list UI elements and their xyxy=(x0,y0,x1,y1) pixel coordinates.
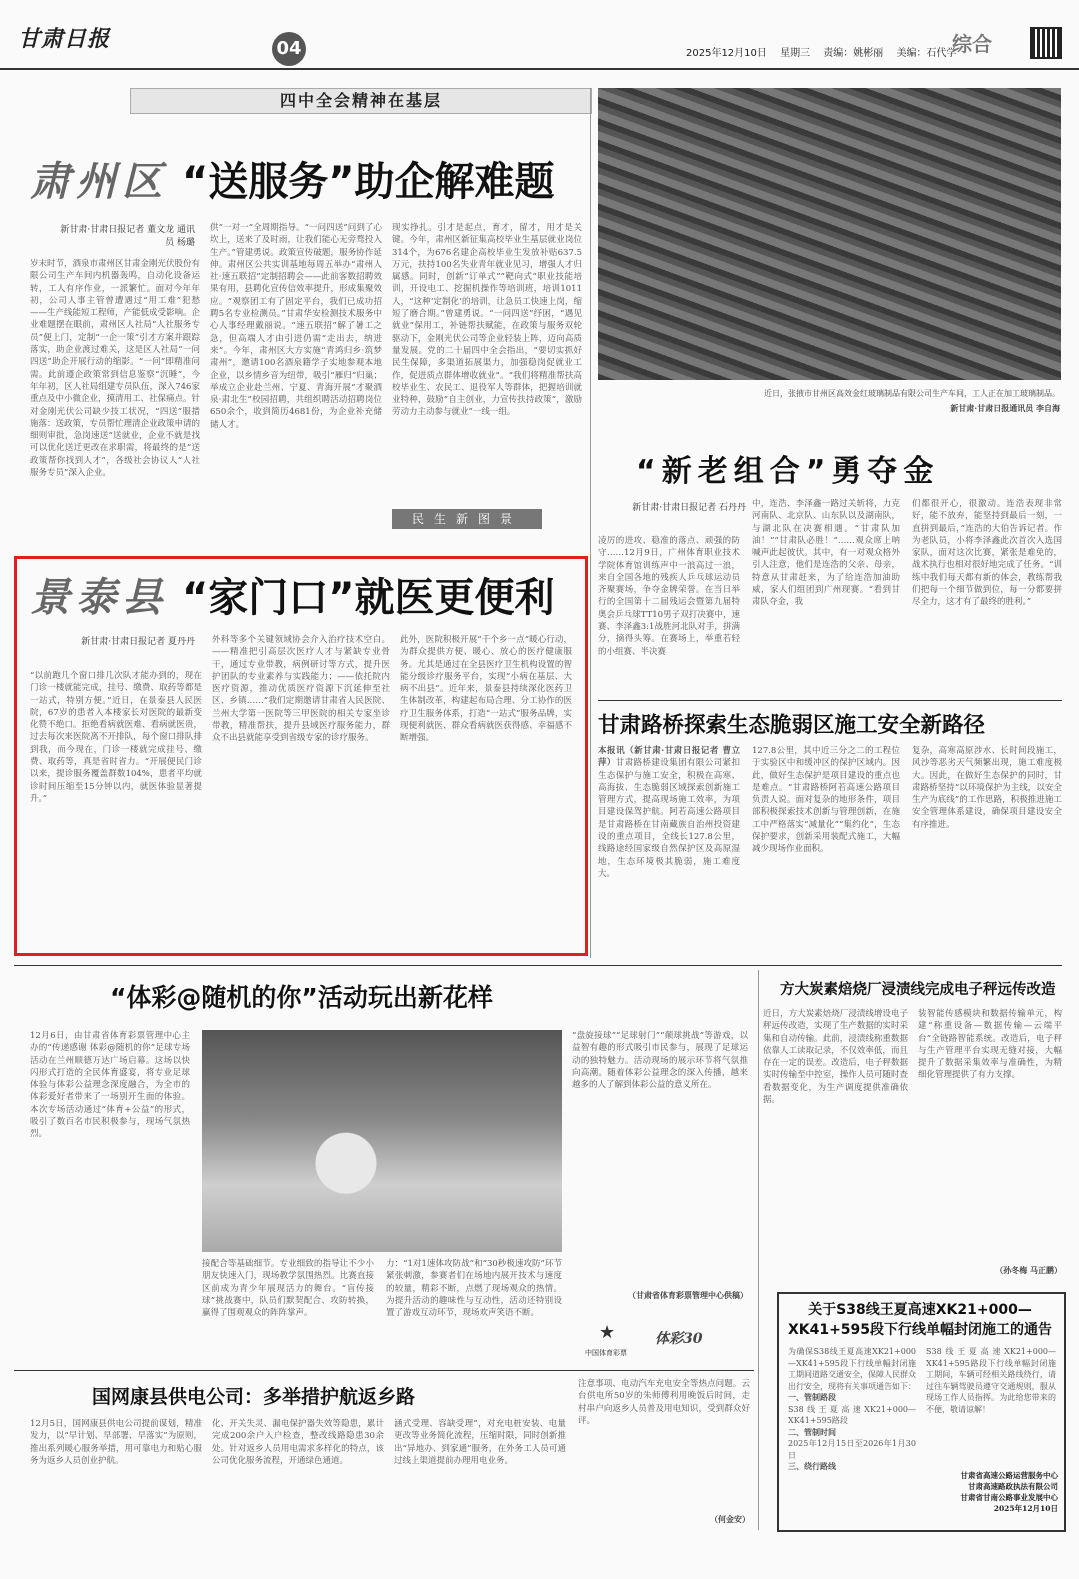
article2-column-3: 们都很开心，很激动。连浩表现非常好，能不放弃，能坚持到最后一刻，一直拼到最后，”连浩的大伯告诉记者。作为老队员，小将李泽鑫此次首次入选国家队，面对这次比赛，紧张是难免的，战术执行也相对很好地完成了任务。“训练中我们每天都有新的体会，教练帮我们把每一个细节做到位，每一分都要拼尽全力，这才有了最终的胜利。” xyxy=(912,499,1062,608)
article1-byline: 新甘肃·甘肃日报记者 董文龙 通讯员 杨璐 xyxy=(60,225,195,248)
article4-column-1 xyxy=(598,745,740,945)
article6-column-1: 近日，方大炭素焙烧厂浸渍线增设电子秤远传改造，实现了生产数据的实时采集和自动传输。此前，浸渍线称重数据依靠人工读取记录，不仅效率低，而且存在一定的误差。改造后，电子秤数据实时传输至中控室，操作人员可随时查看数据变化，为生产调度提供准确依据。 xyxy=(763,1009,908,1106)
article7-column-3: 涵式受理、容缺受理”，对充电桩安装、电量更改等业务简化流程，压缩时限，同时创新推出“异地办、到家通”服务，在外务工人员可通过线上渠道提前办理用电业务。 xyxy=(394,1419,566,1466)
divider xyxy=(14,965,1062,966)
article7-column-1: 12月5日，国网康县供电公司提前谋划，精准发力，以“早计划、早部署、早落实”为原则，推出系列暖心服务举措，用可靠电力和贴心服务为返乡人员创业护航。 xyxy=(30,1419,202,1466)
notice-issuer-3: 甘肃省甘南公路事业发展中心 xyxy=(960,1493,1058,1502)
notice-section-2-body: 2025年12月15日至2026年1月30日 xyxy=(788,1439,916,1460)
article3-place: 景泰县 xyxy=(30,574,168,621)
article4-column-1-text: 甘肃路桥建设集团有限公司紧扣生态保护与施工安全，积极在高寒、高海拔、生态脆弱区域探索创新施工管理方式，提高现场施工效率，为项目建设保驾护航。阿若高速公路项目是甘肃路桥在甘南藏族自治州投资建设的重点项目，全线长127.8公里，线路途经国家级自然保护区及高原湿地，生态环境极其脆弱，施工难度大。 xyxy=(598,758,740,879)
lottery-logo-name: 中国体育彩票 xyxy=(585,1349,627,1357)
lottery-logo-icon: ★ xyxy=(599,1322,616,1343)
article5-column-2: 接配合等基础细节。专业细致的指导让不少小朋友快速入门，现场教学氛围热烈。比赛直接区前成为青少年展现活力的舞台。“盲传接球”挑战赛中，队员们默契配合、攻防转换，赢得了围观观众的阵阵掌声。 xyxy=(202,1259,374,1319)
article2-column-2: 中，连浩、李泽鑫一路过关斩将，力克河南队、北京队、山东队以及湖南队，与湖北队在决赛相遇。“甘肃队加油！”“甘肃队必胜！”……观众席上呐喊声此起彼伏。其中，有一对观众格外引人注意，他们是连浩的父亲、母亲，特意从甘肃赶来，为了给连浩加油助威，家人们组团到广州现赛。“看到甘肃队夺金，我 xyxy=(752,499,900,608)
article3-column-3: 此外，医院积极开展“千个乡一点”暖心行动，为群众提供方便、暖心、放心的医疗健康服务。尤其是通过在全县医疗卫生机构设置的智能分级诊疗服务平台，实现“小病在基层、大病不出县”。近年来，景泰县持续深化医药卫生体制改革，构建起布局合理、分工协作的医疗卫生服务体系，打造“一站式”服务品牌，实现便利就医、群众看病就医获得感、幸福感不断增强。 xyxy=(400,635,572,744)
article5-column-3: 力：“1对1速体攻防战”和“30秒极速攻防”环节紧张刺激，参赛者们在场地内展开技术与速度的较量，精彩不断，点燃了现场观众的热情。为提升活动的趣味性与互动性，活动还特别设置了游戏互动环节，现场欢声笑语不断。 xyxy=(386,1259,562,1319)
lottery-logo-slogan: 体彩30 xyxy=(655,1331,703,1347)
issue-date: 2025年12月10日 xyxy=(686,48,767,59)
article6-column-2: 装智能传感模块和数据传输单元，构建“称重设备—数据传输—云端平台”全链路智能系统。改造后，电子秤与生产管理平台实现无缝对接，大幅提升了数据采集效率与准确性，为精细化管理提供了有力支撑。 xyxy=(918,1009,1062,1081)
page-number: 04 xyxy=(272,32,306,66)
factory-photo xyxy=(598,88,1061,380)
article2-title: “新老组合”勇夺金 xyxy=(636,454,940,489)
divider xyxy=(758,970,759,1530)
article3-title: “家门口”就医更便利 xyxy=(181,575,555,621)
article5-title: “体彩@随机的你”活动玩出新花样 xyxy=(110,983,493,1012)
minsheng-tag: 民生新图景 xyxy=(392,509,542,529)
issue-weekday: 星期三 xyxy=(780,48,811,59)
notice-column-1 xyxy=(788,1346,916,1524)
article6-title: 方大炭素焙烧厂浸渍线完成电子秤远传改造 xyxy=(780,982,1056,998)
notice-body-2: S38线王夏高速XK21+000—XK41+595路段下行线单幅封闭施工期间，车辆可经相关路线绕行，请过往车辆驾驶员遵守交通规则，服从现场工作人员指挥。为此给您带来的不便，敬请谅解！ xyxy=(926,1347,1056,1414)
article6-credit: （孙冬梅 马正鹏） xyxy=(995,1265,1062,1275)
notice-body-1: 为确保S38线王夏高速XK21+000—XK41+595段下行线单幅封闭施工期间道路交通安全，保障人民群众出行安全，现将有关事项通告如下： xyxy=(788,1347,916,1391)
newspaper-logo: 甘肃日报 xyxy=(18,26,111,52)
issue-meta xyxy=(686,44,966,59)
article5-column-1: 12月6日，由甘肃省体育彩票管理中心主办的“传递感谢 体彩@随机的你”足球专场活动在兰州顺德万达广场启幕。这场以快闪形式打造的全民体育盛宴，将专业足球体验与体彩公益理念深度融合，为全市的体彩爱好者带来了一场别开生面的体验。本次专场活动通过“体育+公益”的形式，吸引了数百名市民积极参与，现场气氛热烈。 xyxy=(30,1031,190,1140)
article4-title: 甘肃路桥探索生态脆弱区施工安全新路径 xyxy=(598,713,986,738)
article1-place: 肃州区 xyxy=(30,158,168,205)
article5-column-4: “盘旋接球”“足球射门”“颠球挑战”等游戏，以益智有趣的形式吸引市民参与，展现了足球运动的独特魅力。活动现场的展示环节将气氛推向高潮。随着体彩公益理念的深入传播，越来越多的人了解到体彩公益的意义所在。 xyxy=(572,1031,748,1091)
article7-title: 国网康县供电公司：多举措护航返乡路 xyxy=(92,1386,416,1408)
divider xyxy=(598,700,1062,701)
article7-credit: （何金安） xyxy=(710,1514,750,1524)
article3-headline xyxy=(30,566,555,623)
notice-section-2: 二、管制时间 xyxy=(788,1426,836,1437)
article3-column-2: 外科等多个关键领域协会介入治疗技术空白。——精准把引高层次医疗人才与紧缺专业骨干，通过专业带教，病例研讨等方式，提升医护团队的专业素养与实践能力；——依托院内医疗资源，推动优质医疗资源下沉延伸至社区、乡镇……“我们定期邀请甘肃省人民医院、兰州大学第一医院等三甲医院的相关专家坐诊带教，精准帮扶，提升县域医疗服务能力，群众不出县就能享受到省级专家的诊疗服务。 xyxy=(212,635,390,744)
section-name: 综合 xyxy=(952,32,992,56)
divider xyxy=(590,88,591,958)
topic-banner: 四中全会精神在基层 xyxy=(130,88,592,114)
factory-photo-caption: 近日，张掖市甘州区高效金红玻璃制品有限公司生产车间，工人正在加工玻璃制品。 xyxy=(764,389,1060,398)
notice-section-3: 三、绕行路线 xyxy=(788,1461,836,1471)
article7-column-2: 化、开关失灵、漏电保护器失效等隐患，累计完成200余户入户检查，整改线路隐患30余处。针对返乡人员用电需求多样化的特点，该公司优化服务流程，开通绿色通道。 xyxy=(212,1419,384,1466)
article1-title: “送服务”助企解难题 xyxy=(181,159,555,205)
article5-credit: （甘肃省体育彩票管理中心供稿） xyxy=(628,1290,748,1300)
article2-column-1: 凌厉的进攻、稳准的落点、顽强的防守……12月9日，广州体育职业技术学院体育馆训练声中一浪高过一浪，来自全国各地的残疾人乒乓球运动员齐聚赛场，争夺金牌荣誉。在当日举行的全国第十二届残运会暨第九届特奥会乒乓球TT10男子双打决赛中，速赛、李泽鑫3:1战胜河北队对手，拼满分，摘得头筹。在赛场上，举重若轻的小组赛、半决赛 xyxy=(598,536,740,657)
factory-photo-credit: 新甘肃·甘肃日报通讯员 李自海 xyxy=(950,403,1060,413)
article7-column-4: 注意事项、电动汽车充电安全等热点问题。云台供电所50岁的朱师傅利用晚饭后时间，走村串户向返乡人员普及用电知识，受到群众好评。 xyxy=(578,1379,750,1426)
article3-column-1: “以前跑几个窗口排几次队才能办到的，现在门诊一楼就能完成，挂号、缴费、取药等都是一站式，特别方便。”近日，在景泰县人民医院，67岁的患者入本楼家长对医院的最新变化赞不绝口。拒绝看病就医难、看病就医贵，过去每次来医院离不开排队，每个窗口排队排到我，而今现在，门诊一楼就完成挂号、缴费、取药等，真是省时省力。“开展便民门诊以来，提诊服务覆盖群数104%，患者平均就诊时间压缩至15分钟以内，就医体验显著提升。” xyxy=(30,671,202,804)
article4-byline: 本报讯（新甘肃·甘肃日报记者 曹立萍） xyxy=(598,746,740,769)
notice-issuer-2: 甘肃高速路政执法有限公司 xyxy=(968,1482,1058,1491)
qr-code-icon xyxy=(1030,27,1062,59)
article4-column-3: 复杂，高寒高原涉水、长时间段施工，风沙等恶劣天气频繁出现，施工难度极大。因此，在做好生态保护的同时，甘肃路桥坚持“以环境保护为主线，以安全生产为底线”的工作思路，积极推进施工安全管理体系建设，确保项目建设安全有序推进。 xyxy=(912,746,1062,830)
article1-column-2: 供“一对一”全周期指导。“一问四送”问到了心坎上，送来了及时雨，让我们能心无旁骛投入生产。”管建勇说。政策宣传破题，服务协作延伸。肃州区公共实训基地每周五举办“肃州人社·速五联招”定制招聘会——此前客数招聘效果有用，县聘化宣传信效率提升，形成集聚效应。“观察团工有了固定平台，我们已成功招聘5名专业检测员。”甘肃华安检测技术服务中心人事经理戴丽说。“速五联招”解了暑工之急，但高端人才由引进仍需“走出去，纳进来”。今年，肃州区大方实施“青鸿归乡·筑梦肃州”，邀请100名酒泉籍学子实地参观本地企业，以乡情乡音为纽带，吸引“雁归”归巢；举成立企业赴兰州、宁夏、青海开展“才聚酒泉·肃北生”校园招聘，共组织聘活动招聘岗位650余个，收到简历4681份，为企业补充储储人才。 xyxy=(210,223,382,430)
article4-column-2: 127.8公里，其中近三分之二的工程位于实验区中和缓冲区的保护区域内。因此，做好生态保护是项目建设的重点也是难点。“甘肃路桥阿若高速公路项目负责人说。面对复杂的地形条件，项目部积极探索技术创新与管理创新，在施工中严格落实“减量化”“集约化”，生态保护要求，创新采用装配式施工，大幅减少现场作业面积。 xyxy=(752,746,900,855)
notice-issuers xyxy=(902,1470,1058,1514)
article2-byline: 新甘肃·甘肃日报记者 石丹丹 xyxy=(632,503,746,513)
notice-section-1: 一、管制路段 xyxy=(788,1392,836,1402)
article1-column-1: 岁末时节，酒泉市肃州区甘肃金刚光伏股份有限公司生产车间内机器轰鸣，自动化设备运转，工人有序作业，一派繁忙。面对今年年初，公司人事主管曾遭遇过“用工难”犯愁——生产线能短工程师，产能低成受影响。企业难题摆在眼前，肃州区人社局“人社服务专员”便上门，定制“一企一策”引才方案并跟踪落实，助企业渡过难关，这是区人社局“一问四送”助企开展行动的缩影。“一问”即精准问需。此前遵企政策常到信息鉴察“沉睡”，今年年初，区人社局组建专员队伍，深入746家重点及中小微企业，摸清用工、社保痛点。针对金刚光伏公司缺少技工状况，“四送”服措施落：送政策，专员帮忙理清企业政策申请的细则审批，急岗速送“送就业，企业不就是找可以优化送迁更改在求职需，将最终的是“送政策帮你找到人才”，各级社会协议人“人社服务专员”深入企业。 xyxy=(30,259,200,479)
notice-section-1-body: S38线王夏高速XK21+000—XK41+595路段 xyxy=(788,1404,916,1425)
football-photo xyxy=(202,1030,562,1252)
issue-editor: 责编：姚彬丽 xyxy=(823,48,884,59)
article3-byline: 新甘肃·甘肃日报记者 夏丹丹 xyxy=(81,637,195,647)
notice-title: 关于S38线王夏高速XK21+000—XK41+595段下行线单幅封闭施工的通告 xyxy=(787,1302,1053,1338)
masthead xyxy=(0,0,1079,70)
divider xyxy=(14,1370,754,1371)
notice-date: 2025年12月10日 xyxy=(993,1504,1058,1513)
article1-column-3: 现实挣扎。引才是起点，育才，留才，用才是关键。今年，肃州区新征集高校毕业生基层就业岗位314个，为676名建企高校毕业生发放补贴637.5万元，扶持100名失业青年就业见习，增强人才归属感。同时，创新“订单式”“靶向式”职业技能培训，开设电工、挖掘机操作等培训班，培训1011人，“这种‘定制化’的培训，让急员工快速上岗，缩短了磨合期。”曾建勇说。“一问四送”纾困，“遇见就业”保用工，补链帮扶赋能，在政策与服务双轮驱动下，金刚光伏公司等企业轻装上阵，迈向高质量发展。党的二十届四中全会指出，“要切实抓好民生保障，多渠道拓展渠力，加强稳岗促就业工作，促进质点群体增收就业”。“我们将精准帮扶高校毕业生、农民工、退役军人等群体，把握培训就业特种，鼓励“自主创业，力宣传扶持政策”，激励劳动力主动参与就业”一线一组。 xyxy=(392,223,582,418)
article1-headline xyxy=(30,150,555,207)
notice-issuer-1: 甘肃省高速公路运营服务中心 xyxy=(960,1471,1058,1480)
lottery-logo xyxy=(585,1322,735,1362)
issue-designer: 美编：石代学 xyxy=(896,48,957,59)
